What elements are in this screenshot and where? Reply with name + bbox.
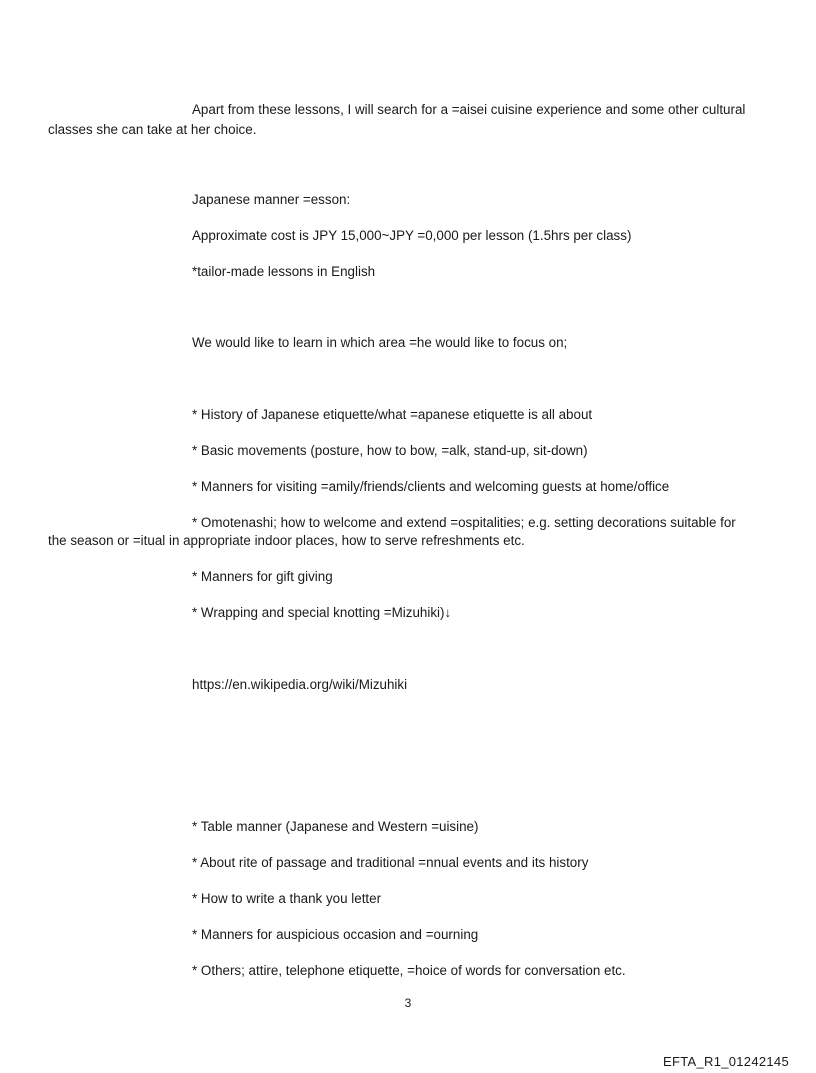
lesson-heading: Japanese manner =esson: xyxy=(192,192,351,207)
list-item: * How to write a thank you letter xyxy=(192,891,382,906)
page-number: 3 xyxy=(404,996,412,1010)
list-item: * Manners for gift giving xyxy=(192,569,333,584)
list-item: * Wrapping and special knotting =Mizuhiki)↓ xyxy=(192,605,452,620)
lesson-cost: Approximate cost is JPY 15,000~JPY =0,000 per lesson (1.5hrs per class) xyxy=(192,228,632,243)
intro-line-2: classes she can take at her choice. xyxy=(48,122,257,137)
document-id: EFTA_R1_01242145 xyxy=(663,1054,789,1069)
list-item: * Manners for auspicious occasion and =ourning xyxy=(192,927,479,942)
lesson-note: *tailor-made lessons in English xyxy=(192,264,376,279)
list-item: * Omotenashi; how to welcome and extend =ospitalities; e.g. setting decorations suitable for xyxy=(192,515,736,530)
list-item: * History of Japanese etiquette/what =apanese etiquette is all about xyxy=(192,407,593,422)
intro-line-1: Apart from these lessons, I will search for a =aisei cuisine experience and some other cultural xyxy=(192,102,746,117)
list-item: * Others; attire, telephone etiquette, =hoice of words for conversation etc. xyxy=(192,963,626,978)
list-item-continuation: the season or =itual in appropriate indoor places, how to serve refreshments etc. xyxy=(48,533,525,548)
list-item: * About rite of passage and traditional =nnual events and its history xyxy=(192,855,589,870)
mizuhiki-link-text: https://en.wikipedia.org/wiki/Mizuhiki xyxy=(192,677,408,692)
list-item: * Table manner (Japanese and Western =uisine) xyxy=(192,819,479,834)
focus-question: We would like to learn in which area =he would like to focus on; xyxy=(192,335,568,350)
list-item: * Manners for visiting =amily/friends/clients and welcoming guests at home/office xyxy=(192,479,670,494)
list-item: * Basic movements (posture, how to bow, =alk, stand-up, sit-down) xyxy=(192,443,588,458)
